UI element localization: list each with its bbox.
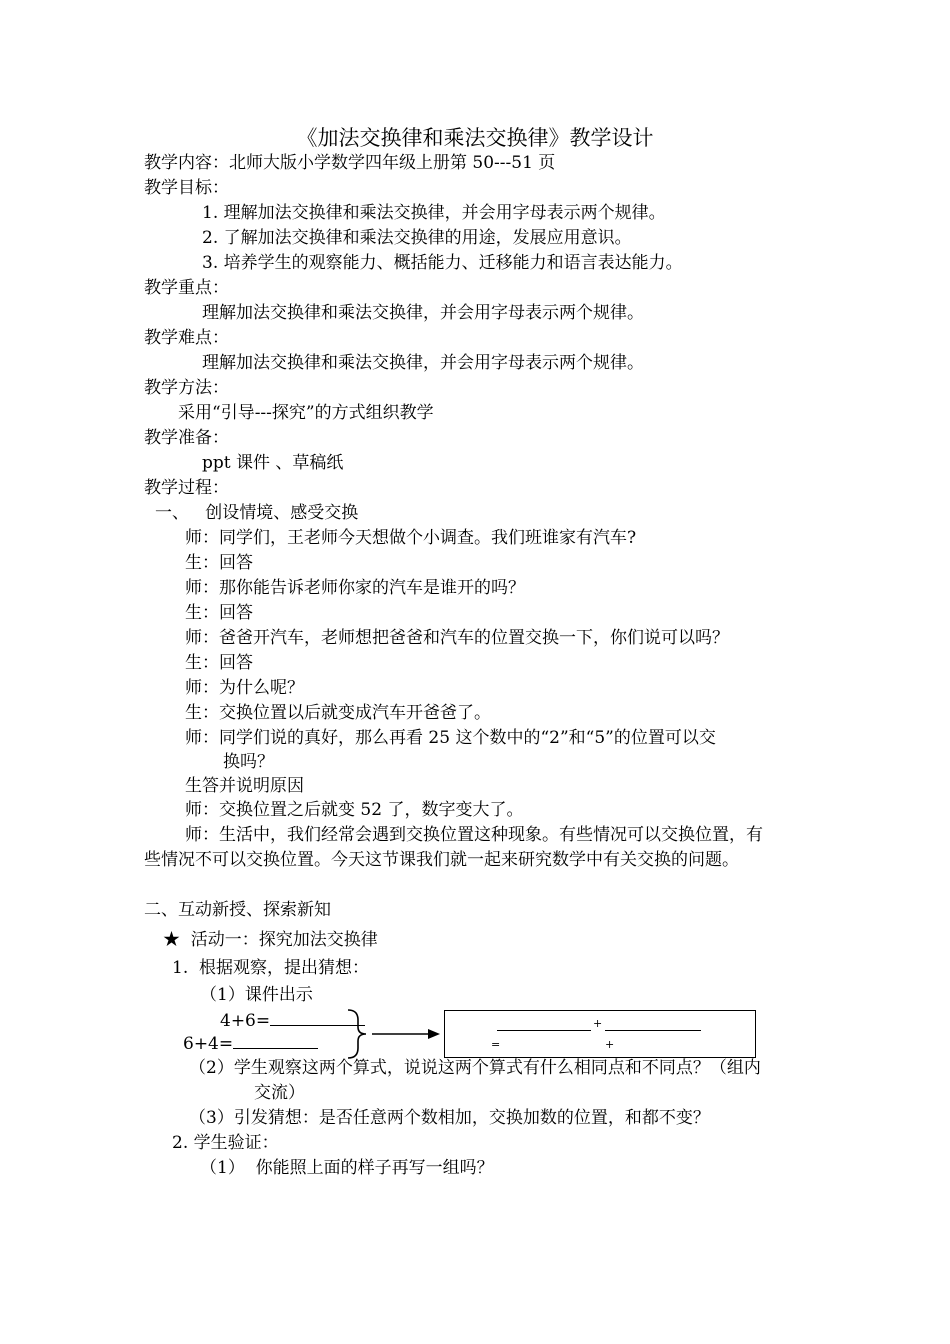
- sub-item: （2）学生观察这两个算式，说说这两个算式有什么相同点和不同点？（组内: [189, 1058, 761, 1078]
- dialog-line-continued: 换吗？: [223, 752, 274, 772]
- dialog-line: 生：交换位置以后就变成汽车开爸爸了。: [185, 703, 491, 723]
- paragraph-line: 师：生活中，我们经常会遇到交换位置这种现象。有些情况可以交换位置，有: [185, 825, 763, 845]
- dialog-line: 生：回答: [185, 653, 253, 673]
- dialog-line: 师：同学们，王老师今天想做个小调查。我们班谁家有汽车?: [185, 528, 637, 548]
- activity-one-heading: ★ 活动一：探究加法交换律: [163, 930, 378, 950]
- goal-item: 2. 了解加法交换律和乘法交换律的用途，发展应用意识。: [202, 228, 632, 248]
- goal-item: 1. 理解加法交换律和乘法交换律，并会用字母表示两个规律。: [202, 203, 666, 223]
- equation-two: [183, 1033, 318, 1055]
- difficulty-text: 理解加法交换律和乘法交换律，并会用字母表示两个规律。: [202, 353, 644, 373]
- box-equals-sign: =: [491, 1038, 501, 1051]
- paragraph-line: 些情况不可以交换位置。今天这节课我们就一起来研究数学中有关交换的问题。: [144, 850, 739, 870]
- box-blank: [497, 1030, 591, 1031]
- dialog-line: 师：那你能告诉老师你家的汽车是谁开的吗？: [185, 578, 525, 598]
- dialog-line: 生：回答: [185, 603, 253, 623]
- dialog-line: 师：同学们说的真好，那么再看 25 这个数中的“2”和“5”的位置可以交: [185, 728, 716, 748]
- sub-item: （1）课件出示: [200, 985, 313, 1005]
- box-plus-sign: +: [593, 1017, 603, 1030]
- box-plus-sign: +: [605, 1038, 615, 1051]
- sub-item: （3）引发猜想：是否任意两个数相加，交换加数的位置，和都不变？: [189, 1108, 710, 1128]
- sub-item-continued: 交流）: [254, 1083, 305, 1103]
- brace-arrow-graphic: [344, 1008, 444, 1060]
- dialog-line: 生：回答: [185, 553, 253, 573]
- dialog-line: 师：爸爸开汽车，老师想把爸爸和汽车的位置交换一下，你们说可以吗？: [185, 628, 729, 648]
- preparation-heading: 教学准备：: [144, 428, 229, 448]
- difficulty-heading: 教学难点：: [144, 328, 229, 348]
- process-heading: 教学过程：: [144, 478, 229, 498]
- step-one: 1. 根据观察，提出猜想：: [172, 958, 370, 978]
- step-two: 2. 学生验证：: [172, 1133, 279, 1153]
- dialog-line: 生答并说明原因: [185, 776, 304, 796]
- method-heading: 教学方法：: [144, 378, 229, 398]
- preparation-text: ppt 课件 、草稿纸: [202, 453, 344, 473]
- dialog-line: 师：为什么呢？: [185, 678, 304, 698]
- equation-one-text: 4+6=: [220, 1011, 271, 1031]
- brace-shape: [348, 1010, 366, 1058]
- answer-blank: [233, 1034, 318, 1049]
- section-one-heading: 一、 创设情境、感受交换: [155, 503, 359, 523]
- box-blank: [605, 1030, 701, 1031]
- goals-heading: 教学目标：: [144, 178, 229, 198]
- equation-box: [444, 1010, 756, 1058]
- arrow-head-icon: [428, 1029, 440, 1039]
- goal-item: 3. 培养学生的观察能力、概括能力、迁移能力和语言表达能力。: [202, 253, 683, 273]
- section-two-heading: 二、互动新授、探索新知: [144, 900, 331, 920]
- sub-item: （1） 你能照上面的样子再写一组吗？: [200, 1158, 494, 1178]
- method-text: 采用“引导---探究”的方式组织教学: [178, 403, 434, 423]
- key-points-text: 理解加法交换律和乘法交换律，并会用字母表示两个规律。: [202, 303, 644, 323]
- dialog-line: 师：交换位置之后就变 52 了，数字变大了。: [185, 800, 524, 820]
- equation-two-text: 6+4=: [183, 1034, 234, 1054]
- teaching-content: 教学内容：北师大版小学数学四年级上册第 50---51 页: [144, 153, 556, 173]
- document-title: 《加法交换律和乘法交换律》教学设计: [296, 126, 654, 150]
- key-points-heading: 教学重点：: [144, 278, 229, 298]
